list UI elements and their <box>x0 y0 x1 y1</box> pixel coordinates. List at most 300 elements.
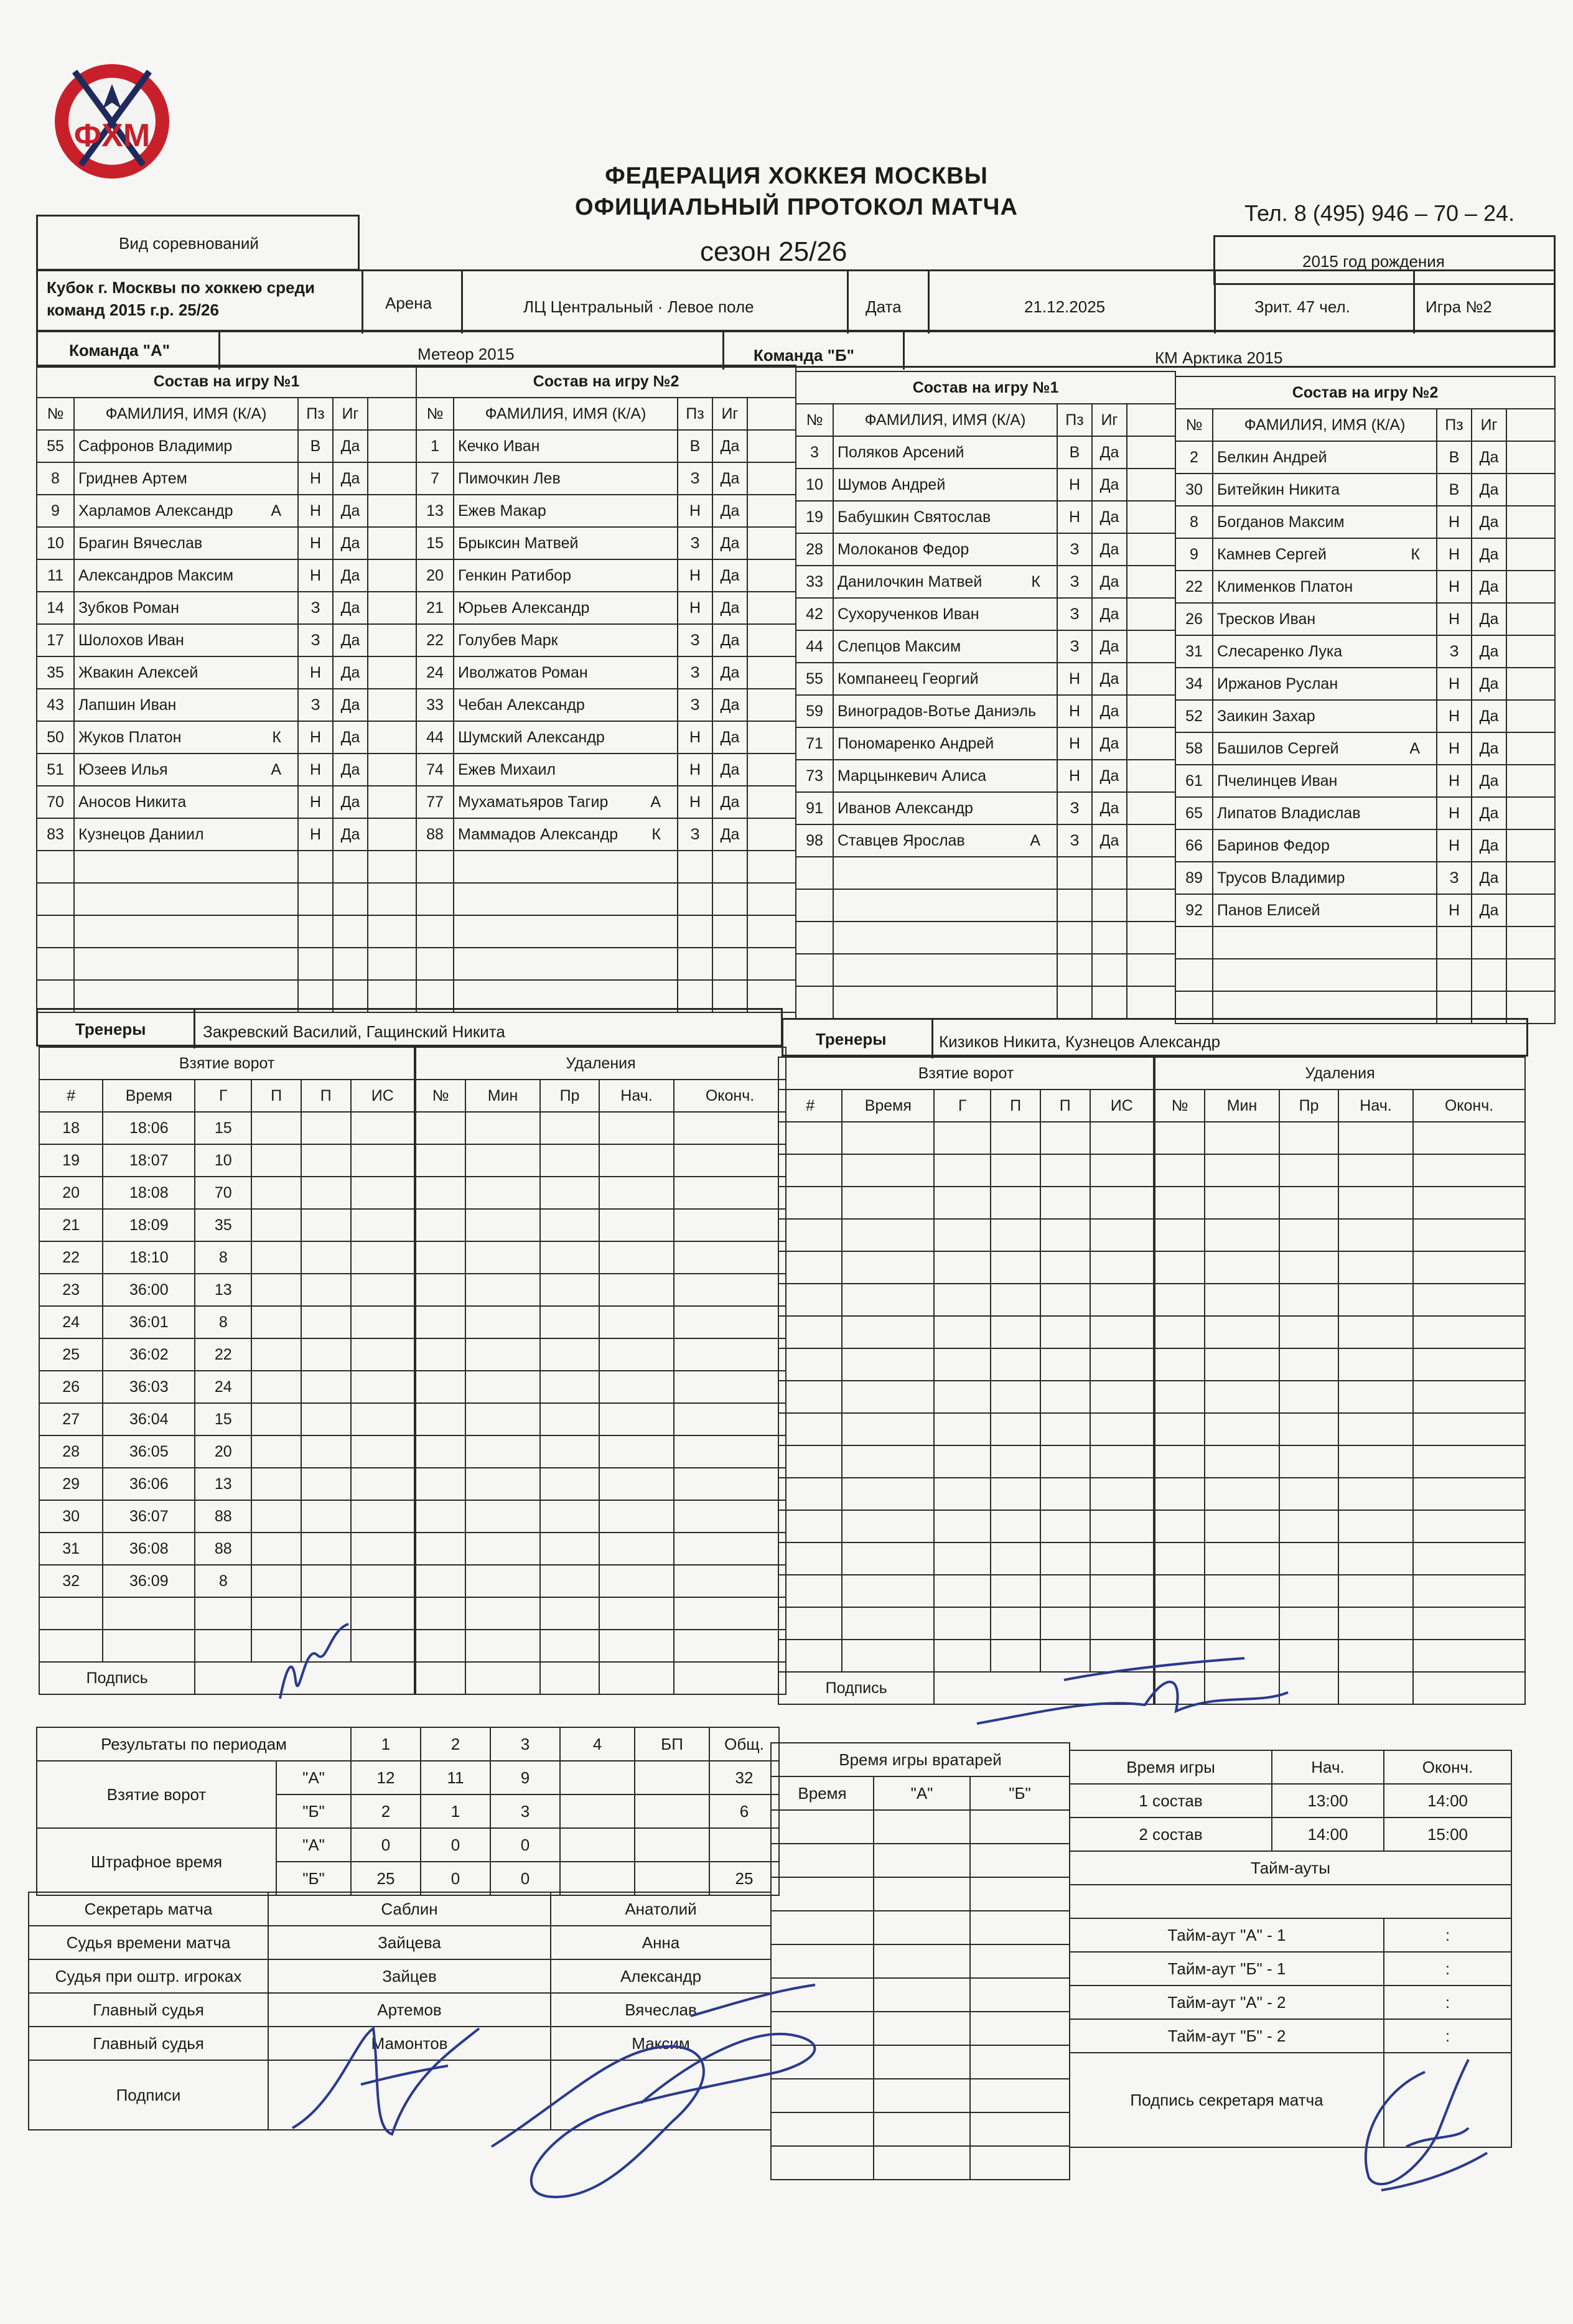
empty-cell <box>351 1565 414 1597</box>
empty-cell <box>842 1607 934 1640</box>
game-time-end: 14:00 <box>1384 1784 1511 1818</box>
empty-cell <box>599 1630 674 1662</box>
table-row <box>39 1435 414 1468</box>
player-number: 66 <box>1175 829 1213 862</box>
empty-cell <box>874 2112 970 2146</box>
table-row <box>37 592 416 624</box>
empty-cell <box>74 915 298 948</box>
empty-cell <box>778 1575 842 1607</box>
player-number: 10 <box>37 527 74 559</box>
empty-cell <box>416 1274 465 1306</box>
player-name-text: Шолохов Иван <box>78 631 184 649</box>
empty-cell <box>301 1112 351 1144</box>
empty-cell <box>465 1565 540 1597</box>
empty-cell <box>465 1500 540 1533</box>
empty-cell <box>599 1403 674 1435</box>
period-pim-label: Штрафное время <box>37 1828 276 1895</box>
empty-cell <box>833 857 1057 889</box>
player-name-text: Брагин Вячеслав <box>78 534 203 552</box>
table-row <box>416 1177 786 1209</box>
empty-cell <box>712 948 747 980</box>
empty-cell <box>934 1640 991 1672</box>
player-name-text: Слесаренко Лука <box>1217 642 1343 660</box>
player-played: Да <box>333 721 368 754</box>
empty-cell <box>842 1154 934 1187</box>
empty-cell <box>991 1640 1040 1672</box>
empty-cell <box>771 2079 874 2112</box>
empty-cell <box>1040 1316 1090 1348</box>
empty-cell <box>416 1597 465 1630</box>
empty-cell <box>1127 792 1175 824</box>
empty-cell <box>833 922 1057 954</box>
empty-cell <box>416 1241 465 1274</box>
player-name <box>74 786 298 818</box>
empty-cell <box>103 1597 195 1630</box>
goal-scorer: 88 <box>195 1500 251 1533</box>
signature-cell <box>934 1672 1154 1704</box>
timeout-label: Тайм-аут "Б" - 1 <box>1070 1952 1384 1986</box>
empty-cell <box>970 1844 1070 1877</box>
empty-cell <box>39 1630 103 1662</box>
empty-cell <box>991 1381 1040 1413</box>
empty-cell <box>1040 1219 1090 1251</box>
empty-cell <box>1040 1348 1090 1381</box>
player-name-text: Генкин Ратибор <box>458 566 571 584</box>
player-position: Н <box>298 462 333 495</box>
empty-cell <box>416 1662 465 1694</box>
empty-cell <box>465 1338 540 1371</box>
empty-cell <box>991 1284 1040 1316</box>
period-team: "А" <box>276 1761 351 1794</box>
empty-cell <box>991 1478 1040 1510</box>
table-row <box>771 1978 1070 2012</box>
empty-cell <box>1090 1445 1154 1478</box>
player-name-text: Иржанов Руслан <box>1217 674 1338 693</box>
empty-cell <box>874 1911 970 1944</box>
player-name-text: Компанеец Георгий <box>838 670 979 688</box>
empty-cell <box>599 1597 674 1630</box>
empty-cell <box>771 2012 874 2045</box>
table-row <box>39 1597 414 1630</box>
table-row <box>1155 1284 1525 1316</box>
table-row <box>416 851 796 883</box>
player-position: Н <box>1437 797 1472 829</box>
player-played: Да <box>1092 501 1127 533</box>
empty-cell <box>540 1177 599 1209</box>
goal-scorer: 35 <box>195 1209 251 1241</box>
table-row <box>37 818 416 851</box>
player-position: В <box>1437 441 1472 474</box>
official-role: Главный судья <box>29 1993 268 2027</box>
official-last-name: Артемов <box>268 1993 551 2027</box>
table-row <box>778 1251 1154 1284</box>
player-played: Да <box>333 462 368 495</box>
goal-time: 36:08 <box>103 1533 195 1565</box>
table-row <box>39 1500 414 1533</box>
player-name <box>1213 894 1437 926</box>
player-played: Да <box>712 689 747 721</box>
goal-scorer: 15 <box>195 1403 251 1435</box>
table-row <box>771 1877 1070 1911</box>
table-row <box>416 495 796 527</box>
table-row <box>796 986 1175 1019</box>
empty-cell <box>934 1187 991 1219</box>
empty-cell <box>1338 1187 1413 1219</box>
player-position: В <box>1057 436 1092 469</box>
empty-cell <box>1279 1478 1338 1510</box>
goal-scorer: 15 <box>195 1112 251 1144</box>
empty-cell <box>674 1209 786 1241</box>
penalty-col-no: № <box>1155 1090 1205 1122</box>
empty-cell <box>1127 954 1175 986</box>
arena-name: ЛЦ Центральный · Левое поле <box>523 297 754 316</box>
period-value <box>560 1862 635 1895</box>
player-role: К <box>272 728 281 746</box>
col-pos: Пз <box>1057 404 1092 436</box>
table-row <box>416 1565 786 1597</box>
player-name-text: Белкин Андрей <box>1217 448 1327 466</box>
empty-cell <box>1155 1478 1205 1510</box>
penalty-col-pr: Пр <box>1279 1090 1338 1122</box>
empty-cell <box>416 1468 465 1500</box>
period-value: 32 <box>709 1761 779 1794</box>
empty-cell <box>1090 1607 1154 1640</box>
empty-cell <box>1506 635 1555 668</box>
table-row <box>39 1306 414 1338</box>
empty-cell <box>991 1154 1040 1187</box>
player-played: Да <box>333 527 368 559</box>
player-name-text: Марцынкевич Алиса <box>838 767 986 785</box>
empty-cell <box>934 1445 991 1478</box>
empty-cell <box>1040 1478 1090 1510</box>
player-number: 8 <box>1175 506 1213 538</box>
player-name-text: Аносов Никита <box>78 793 187 811</box>
table-row <box>1155 1445 1525 1478</box>
player-played: Да <box>1472 829 1506 862</box>
player-number: 83 <box>37 818 74 851</box>
empty-cell <box>747 527 796 559</box>
table-row <box>416 1306 786 1338</box>
empty-cell <box>1205 1219 1279 1251</box>
player-played: Да <box>1472 474 1506 506</box>
empty-cell <box>1413 1672 1525 1704</box>
player-position: Н <box>298 818 333 851</box>
col-no: № <box>1175 409 1213 441</box>
empty-cell <box>1279 1187 1338 1219</box>
player-played: Да <box>1472 538 1506 571</box>
empty-cell <box>678 851 712 883</box>
table-row <box>796 630 1175 663</box>
table-row <box>39 1403 414 1435</box>
empty-cell <box>970 2112 1070 2146</box>
player-name <box>74 462 298 495</box>
empty-cell <box>1506 571 1555 603</box>
empty-cell <box>540 1371 599 1403</box>
empty-cell <box>465 1403 540 1435</box>
empty-cell <box>1506 603 1555 635</box>
empty-cell <box>251 1630 301 1662</box>
empty-cell <box>74 883 298 915</box>
empty-cell <box>1127 695 1175 727</box>
player-name <box>1213 571 1437 603</box>
empty-cell <box>416 851 454 883</box>
empty-cell <box>1338 1478 1413 1510</box>
player-number: 13 <box>416 495 454 527</box>
table-row <box>1175 668 1555 700</box>
empty-cell <box>1205 1122 1279 1154</box>
player-number: 70 <box>37 786 74 818</box>
table-row <box>416 1112 786 1144</box>
official-last-name: Зайцева <box>268 1926 551 1959</box>
table-row <box>416 624 796 656</box>
player-name <box>74 818 298 851</box>
empty-cell <box>747 948 796 980</box>
empty-cell <box>1506 862 1555 894</box>
table-row <box>39 1209 414 1241</box>
table-row <box>416 430 796 462</box>
empty-cell <box>778 1348 842 1381</box>
empty-cell <box>301 1565 351 1597</box>
team-b-label: Команда "Б" <box>754 346 854 365</box>
player-name <box>1213 441 1437 474</box>
empty-cell <box>778 1510 842 1542</box>
table-row <box>1175 538 1555 571</box>
col-name: ФАМИЛИЯ, ИМЯ (К/А) <box>1213 409 1437 441</box>
empty-cell <box>1127 760 1175 792</box>
empty-cell <box>1127 436 1175 469</box>
period-value: 0 <box>421 1828 490 1862</box>
empty-cell <box>416 1630 465 1662</box>
player-role: А <box>650 793 661 811</box>
empty-cell <box>416 1565 465 1597</box>
empty-cell <box>1040 1154 1090 1187</box>
team-b-name: КМ Арктика 2015 <box>1155 348 1283 367</box>
player-name <box>74 559 298 592</box>
player-name <box>454 592 678 624</box>
empty-cell <box>1413 1219 1525 1251</box>
player-name-text: Жуков Платон <box>78 728 182 746</box>
goal-time: 36:09 <box>103 1565 195 1597</box>
period-value: 3 <box>490 1794 560 1828</box>
table-row <box>771 2079 1070 2112</box>
teams-bar <box>36 330 1556 368</box>
empty-cell <box>1040 1640 1090 1672</box>
empty-cell <box>796 857 833 889</box>
empty-cell <box>1338 1154 1413 1187</box>
player-name <box>454 818 678 851</box>
empty-cell <box>934 1413 991 1445</box>
player-number: 21 <box>416 592 454 624</box>
empty-cell <box>251 1144 301 1177</box>
empty-cell <box>540 1306 599 1338</box>
empty-cell <box>333 948 368 980</box>
player-name-text: Виноградов-Вотье Даниэль <box>838 702 1037 720</box>
period-row <box>37 1828 779 1862</box>
empty-cell <box>1279 1542 1338 1575</box>
player-name <box>1213 603 1437 635</box>
table-row <box>1155 1672 1525 1704</box>
signature-cell <box>195 1662 414 1694</box>
empty-cell <box>1155 1445 1205 1478</box>
table-row <box>1155 1219 1525 1251</box>
team_a-roster1-table <box>36 365 417 1013</box>
period-value <box>709 1828 779 1862</box>
player-name <box>454 624 678 656</box>
empty-cell <box>1338 1316 1413 1348</box>
empty-cell <box>771 1944 874 1978</box>
col-played: Иг <box>712 398 747 430</box>
period-results-title: Результаты по периодам <box>37 1727 351 1761</box>
empty-cell <box>416 1338 465 1371</box>
timeout-value: : <box>1384 2019 1511 2053</box>
col-name: ФАМИЛИЯ, ИМЯ (К/А) <box>74 398 298 430</box>
table-row <box>778 1348 1154 1381</box>
empty-cell <box>251 1338 301 1371</box>
player-position: Н <box>678 754 712 786</box>
empty-cell <box>1279 1575 1338 1607</box>
table-row <box>796 566 1175 598</box>
team-b-coaches-names: Кизиков Никита, Кузнецов Александр <box>939 1032 1221 1051</box>
empty-cell <box>991 1510 1040 1542</box>
empty-cell <box>301 1500 351 1533</box>
period-value <box>635 1794 709 1828</box>
empty-cell <box>540 1565 599 1597</box>
empty-cell <box>251 1468 301 1500</box>
player-position: З <box>1057 824 1092 857</box>
empty-cell <box>599 1533 674 1565</box>
goal-time: 36:06 <box>103 1468 195 1500</box>
team-a-coaches-label: Тренеры <box>75 1020 146 1038</box>
player-position: Н <box>1437 894 1472 926</box>
table-row <box>37 527 416 559</box>
empty-cell <box>874 2012 970 2045</box>
empty-cell <box>368 656 416 689</box>
player-name-text: Данилочкин Матвей <box>838 572 983 590</box>
player-name <box>454 656 678 689</box>
empty-cell <box>454 851 678 883</box>
empty-cell <box>1205 1575 1279 1607</box>
empty-cell <box>1155 1542 1205 1575</box>
empty-cell <box>970 1978 1070 2012</box>
player-number: 7 <box>416 462 454 495</box>
empty-cell <box>747 495 796 527</box>
period-value: 6 <box>709 1794 779 1828</box>
timeout-label: Тайм-аут "Б" - 2 <box>1070 2019 1384 2053</box>
empty-cell <box>103 1630 195 1662</box>
empty-cell <box>298 915 333 948</box>
empty-cell <box>1279 1672 1338 1704</box>
timeout-row <box>1070 1986 1511 2019</box>
empty-cell <box>934 1510 991 1542</box>
period-team: "А" <box>276 1828 351 1862</box>
empty-cell <box>1127 598 1175 630</box>
empty-cell <box>1155 1316 1205 1348</box>
date-label: Дата <box>866 297 902 316</box>
empty-cell <box>465 1209 540 1241</box>
empty-cell <box>1040 1122 1090 1154</box>
empty-cell <box>351 1274 414 1306</box>
table-row <box>1175 829 1555 862</box>
protocol-title: ОФИЦИАЛЬНЫЙ ПРОТОКОЛ МАТЧА <box>575 194 1018 220</box>
empty-cell <box>368 851 416 883</box>
player-played: Да <box>1092 792 1127 824</box>
player-played: Да <box>1472 571 1506 603</box>
penalty-col-start: Нач. <box>599 1080 674 1112</box>
empty-cell <box>37 915 74 948</box>
signature-cell <box>551 2060 771 2130</box>
empty-cell <box>1338 1575 1413 1607</box>
empty-cell <box>1057 986 1092 1019</box>
empty-cell <box>416 1435 465 1468</box>
empty-cell <box>465 1274 540 1306</box>
empty-cell <box>301 1597 351 1630</box>
player-name-text: Битейкин Никита <box>1217 480 1340 498</box>
empty-cell <box>1413 1607 1525 1640</box>
timeout-row <box>1070 1918 1511 1952</box>
empty-cell <box>351 1630 414 1662</box>
player-position: З <box>298 592 333 624</box>
player-number: 35 <box>37 656 74 689</box>
table-row <box>796 760 1175 792</box>
empty-cell <box>842 1316 934 1348</box>
empty-cell <box>251 1597 301 1630</box>
empty-cell <box>301 1241 351 1274</box>
empty-cell <box>1127 630 1175 663</box>
official-row <box>29 1993 771 2027</box>
goals-col-p2: П <box>301 1080 351 1112</box>
goal-number: 19 <box>39 1144 103 1177</box>
table-row <box>771 2112 1070 2146</box>
player-position: Н <box>1437 571 1472 603</box>
player-name-text: Голубев Марк <box>458 631 558 649</box>
empty-cell <box>771 1844 874 1877</box>
player-name <box>833 566 1057 598</box>
table-row <box>416 948 796 980</box>
empty-cell <box>1155 1575 1205 1607</box>
player-name <box>1213 732 1437 765</box>
player-number: 9 <box>37 495 74 527</box>
empty-cell <box>301 1209 351 1241</box>
empty-cell <box>842 1381 934 1413</box>
table-row <box>39 1241 414 1274</box>
empty-cell <box>1205 1445 1279 1478</box>
signature-cell <box>1384 2053 1511 2147</box>
goals-col-time: Время <box>103 1080 195 1112</box>
player-played: Да <box>712 818 747 851</box>
player-number: 44 <box>796 630 833 663</box>
table-row <box>778 1542 1154 1575</box>
empty-cell <box>368 754 416 786</box>
empty-cell <box>465 1630 540 1662</box>
official-first-name: Анна <box>551 1926 771 1959</box>
empty-cell <box>1155 1607 1205 1640</box>
empty-cell <box>301 1338 351 1371</box>
empty-cell <box>674 1468 786 1500</box>
timeout-value: : <box>1384 1986 1511 2019</box>
fhm-logo <box>50 59 174 184</box>
empty-cell <box>301 1274 351 1306</box>
table-row <box>416 1241 786 1274</box>
empty-cell <box>465 1112 540 1144</box>
empty-cell <box>74 948 298 980</box>
empty-cell <box>1057 954 1092 986</box>
player-number: 31 <box>1175 635 1213 668</box>
empty-cell <box>1205 1478 1279 1510</box>
player-number: 50 <box>37 721 74 754</box>
empty-cell <box>842 1445 934 1478</box>
table-row <box>416 1274 786 1306</box>
empty-cell <box>934 1154 991 1187</box>
